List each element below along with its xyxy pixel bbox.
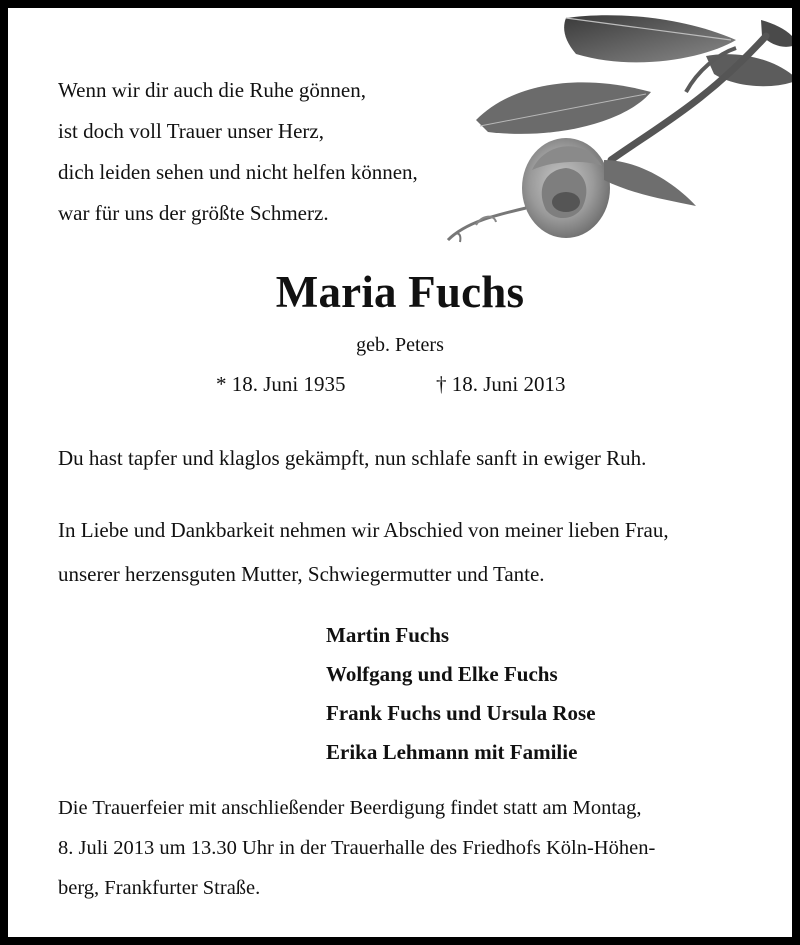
paragraph-line: berg, Frankfurter Straße. (58, 877, 261, 899)
farewell-paragraph (58, 508, 669, 596)
birth-name: geb. Peters (356, 334, 444, 356)
poem (58, 70, 418, 234)
mourner: Erika Lehmann mit Familie (326, 740, 578, 764)
mourner: Frank Fuchs und Ursula Rose (326, 701, 596, 725)
rose-image (436, 10, 800, 250)
poem-line: war für uns der größte Schmerz. (58, 201, 329, 225)
paragraph-line: Die Trauerfeier mit anschließender Beerdigung findet statt am Montag, (58, 797, 642, 819)
paragraph-line: unserer herzensguten Mutter, Schwiegermutter und Tante. (58, 562, 545, 586)
poem-line: ist doch voll Trauer unser Herz, (58, 119, 324, 143)
birth-date: * 18. Juni 1935 (216, 372, 346, 396)
poem-line: Wenn wir dir auch die Ruhe gönnen, (58, 78, 366, 102)
deceased-name: Maria Fuchs (275, 267, 525, 317)
funeral-info (58, 788, 655, 908)
paragraph-line: 8. Juli 2013 um 13.30 Uhr in der Trauerhalle des Friedhofs Köln-Höhen- (58, 837, 656, 859)
death-date: † 18. Juni 2013 (436, 372, 566, 396)
mourner: Wolfgang und Elke Fuchs (326, 662, 558, 686)
mourner: Martin Fuchs (326, 623, 450, 647)
paragraph-line: In Liebe und Dankbarkeit nehmen wir Abschied von meiner lieben Frau, (58, 518, 669, 542)
poem-line: dich leiden sehen und nicht helfen können, (58, 160, 418, 184)
farewell-line: Du hast tapfer und klaglos gekämpft, nun schlafe sanft in ewiger Ruh. (58, 446, 647, 470)
mourners-list (326, 616, 596, 772)
